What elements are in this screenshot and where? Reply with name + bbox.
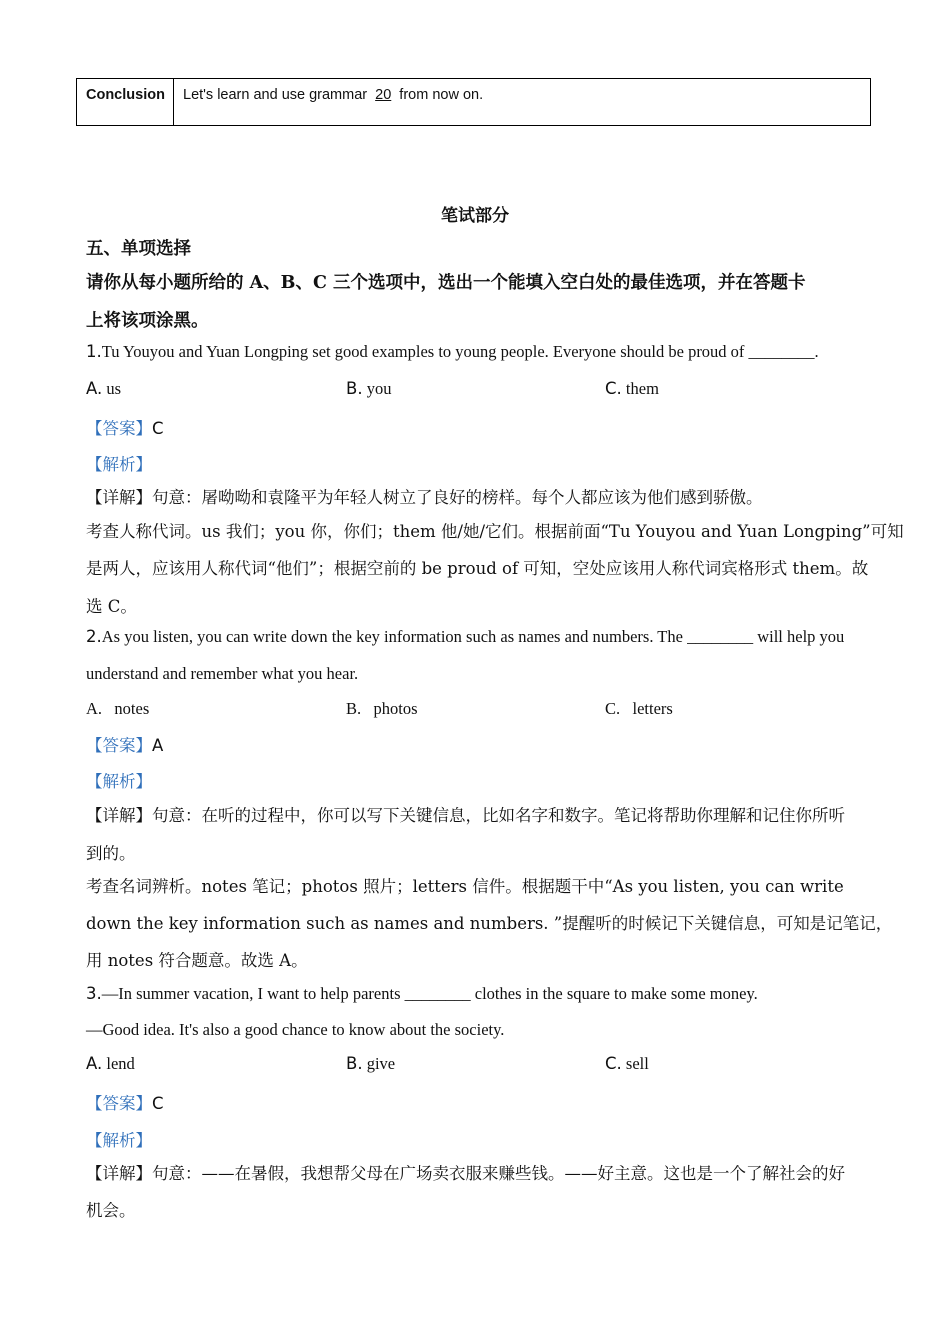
question-2-detail-line: 用 notes 符合题意。故选 A。 xyxy=(86,951,308,970)
question-2-option-a[interactable]: A. notes xyxy=(86,699,150,718)
instruction-line-2: 上将该项涂黑。 xyxy=(86,311,209,331)
question-3-detail-line: 【详解】句意：——在暑假，我想帮父母在广场卖衣服来赚些钱。——好主意。这也是一个了解社会的好 xyxy=(86,1164,845,1183)
question-1-stem: 1.Tu Youyou and Yuan Longping set good examples to young people. Everyone should be proud of ________. xyxy=(86,342,819,361)
question-2-detail-line: 【详解】句意：在听的过程中，你可以写下关键信息，比如名字和数字。笔记将帮助你理解和记住你所听 xyxy=(86,806,845,825)
question-2-detail-line: 到的。 xyxy=(86,844,136,863)
question-3-option-b[interactable]: B. give xyxy=(346,1054,396,1073)
question-1-option-a[interactable]: A. us xyxy=(86,379,122,398)
question-3-answer: 【答案】C xyxy=(86,1094,164,1113)
question-3-option-c[interactable]: C. sell xyxy=(605,1054,649,1073)
question-1-detail-line: 选 C。 xyxy=(86,597,137,616)
question-2-analysis-label: 【解析】 xyxy=(86,772,152,791)
question-2-stem-cont: understand and remember what you hear. xyxy=(86,664,359,683)
question-3-analysis-label: 【解析】 xyxy=(86,1131,152,1150)
question-1-option-b[interactable]: B. you xyxy=(346,379,392,398)
question-3-option-a[interactable]: A. lend xyxy=(86,1054,135,1073)
conclusion-label: Conclusion xyxy=(77,79,174,125)
question-1-detail-line: 是两人，应该用人称代词“他们”；根据空前的 be proud of 可知，空处应该用人称代词宾格形式 them。故 xyxy=(86,559,869,578)
question-3-detail-line: 机会。 xyxy=(86,1201,136,1220)
question-1-detail-line: 考查人称代词。us 我们；you 你，你们；them 他/她/它们。根据前面“Tu Youyou and Yuan Longping”可知 xyxy=(86,522,904,541)
instruction-line-1: 请你从每小题所给的 A、B、C 三个选项中，选出一个能填入空白处的最佳选项，并在答题卡 xyxy=(86,273,806,293)
question-1-analysis-label: 【解析】 xyxy=(86,455,152,474)
question-1-detail-line: 【详解】句意：屠呦呦和袁隆平为年轻人树立了良好的榜样。每个人都应该为他们感到骄傲。 xyxy=(86,488,763,507)
question-2-answer: 【答案】A xyxy=(86,736,164,755)
conclusion-text: Let's learn and use grammar 20 from now on. xyxy=(183,87,484,103)
question-2-stem: 2.As you listen, you can write down the key information such as names and numbers. The ________ will help you xyxy=(86,627,845,646)
question-1-answer: 【答案】C xyxy=(86,419,164,438)
question-3-stem-cont: —Good idea. It's also a good chance to know about the society. xyxy=(86,1020,505,1039)
question-2-option-c[interactable]: C. letters xyxy=(605,699,673,718)
question-1-option-c[interactable]: C. them xyxy=(605,379,659,398)
section-heading: 五、单项选择 xyxy=(86,239,191,259)
question-2-detail-line: 考查名词辨析。notes 笔记；photos 照片；letters 信件。根据题干中“As you listen, you can write xyxy=(86,877,844,896)
question-3-stem: 3.—In summer vacation, I want to help parents ________ clothes in the square to make some money. xyxy=(86,984,758,1003)
section-title: 笔试部分 xyxy=(441,206,509,226)
conclusion-table xyxy=(76,78,871,126)
conclusion-blank: 20 xyxy=(375,87,392,103)
question-2-option-b[interactable]: B. photos xyxy=(346,699,418,718)
question-2-detail-line: down the key information such as names and numbers. ”提醒听的时候记下关键信息，可知是记笔记， xyxy=(86,914,893,933)
